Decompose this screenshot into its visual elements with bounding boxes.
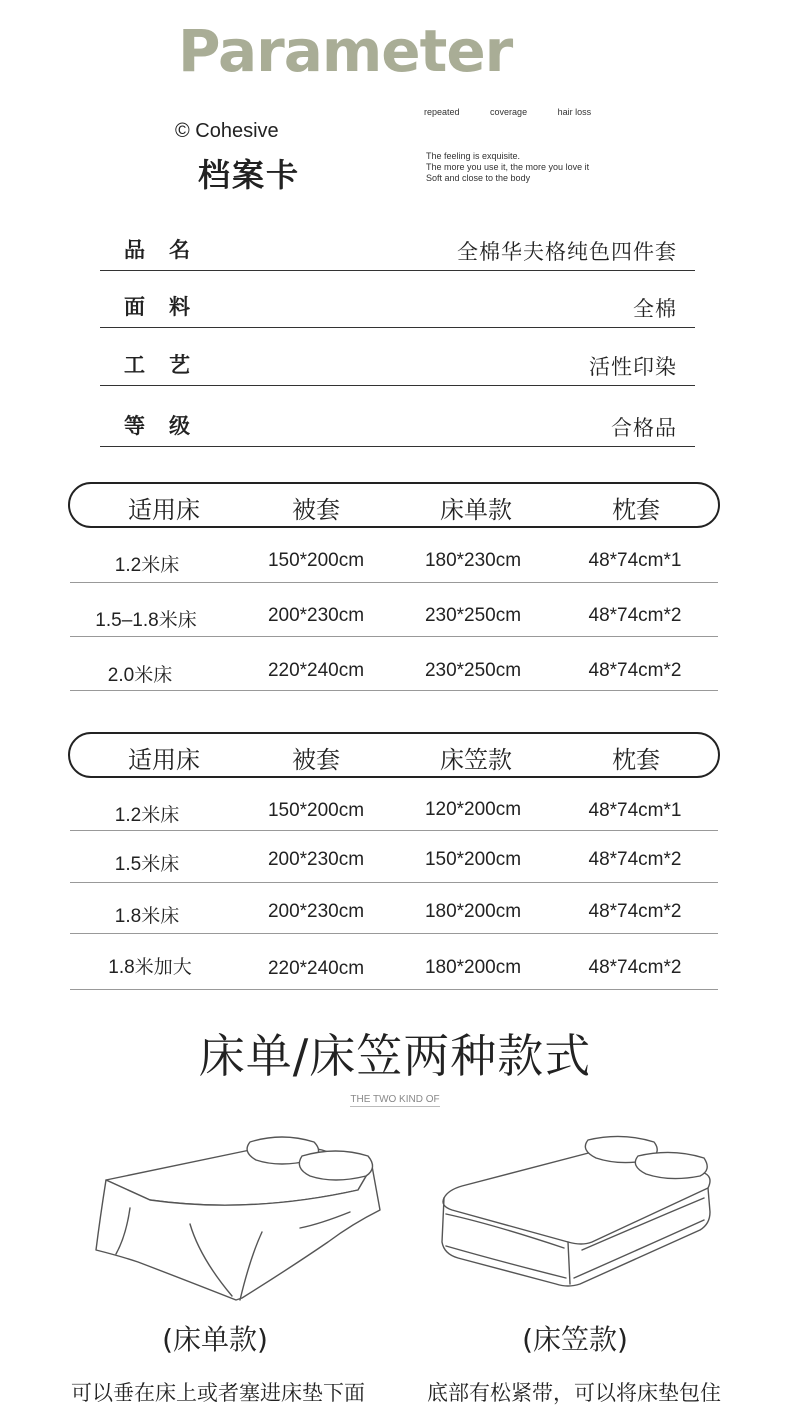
table-cell: 48*74cm*2: [588, 849, 682, 870]
styles-subtitle: [0, 1094, 790, 1105]
flat-sheet-description: 可以垂在床上或者塞进床垫下面: [71, 1381, 365, 1405]
spec-label: 工艺: [124, 353, 214, 377]
table-cell: 180*200cm: [424, 957, 522, 978]
spec-value: 全棉华夫格纯色四件套: [457, 240, 677, 264]
table-row: [70, 934, 718, 990]
table-cell: 150*200cm: [424, 849, 522, 870]
spec-row-fabric: [100, 275, 695, 328]
table-cell: 1.8米加大: [108, 957, 192, 978]
column-header: 被套: [292, 746, 340, 774]
tag-list: [424, 107, 619, 117]
column-header: 被套: [292, 496, 340, 524]
fitted-sheet-label: (床笠款): [522, 1323, 628, 1356]
table-cell: 230*250cm: [424, 660, 522, 681]
table-row: [70, 780, 718, 831]
table-row: [70, 530, 718, 583]
spec-value: 合格品: [611, 416, 677, 440]
table-cell: 48*74cm*2: [588, 901, 682, 922]
spec-value: 全棉: [633, 297, 677, 321]
fitted-sheet-illustration: [432, 1132, 722, 1292]
table-row: [70, 831, 718, 883]
table-cell: 200*230cm: [267, 901, 365, 922]
spec-label: 品名: [124, 238, 214, 262]
table-cell: 1.2米床: [114, 805, 180, 826]
table-cell: 1.2米床: [114, 555, 180, 576]
table-cell: 2.0米床: [107, 665, 173, 686]
styles-subtitle-text: THE TWO KIND OF: [350, 1094, 440, 1105]
table-cell: 48*74cm*1: [588, 550, 682, 571]
fitted-table-header: [68, 732, 720, 778]
table-cell: 120*200cm: [424, 799, 522, 820]
table-cell: 48*74cm*2: [588, 660, 682, 681]
spec-row-process: [100, 333, 695, 386]
tag-item: hair loss: [557, 107, 592, 117]
table-cell: 1.5米床: [114, 854, 180, 875]
table-cell: 180*230cm: [424, 550, 522, 571]
table-row: [70, 637, 718, 691]
spec-row-grade: [100, 394, 695, 447]
fitted-sheet-description: 底部有松紧带，可以将床垫包住: [427, 1381, 721, 1405]
brand-copyright: © Cohesive: [175, 120, 279, 142]
card-title: 档案卡: [198, 156, 301, 194]
tagline: [426, 151, 589, 184]
spec-row-name: [100, 218, 695, 271]
column-header: 床笠款: [440, 746, 512, 774]
table-cell: 200*230cm: [267, 605, 365, 626]
tag-item: coverage: [490, 107, 528, 117]
column-header: 适用床: [128, 496, 200, 524]
flat-sheet-label: (床单款): [162, 1323, 268, 1356]
table-cell: 48*74cm*1: [588, 800, 682, 821]
table-cell: 220*240cm: [267, 660, 365, 681]
styles-title: 床单/床笠两种款式: [198, 1029, 592, 1083]
table-cell: 180*200cm: [424, 901, 522, 922]
column-header: 枕套: [612, 746, 660, 774]
column-header: 适用床: [128, 746, 200, 774]
brand-title: Parameter: [178, 17, 513, 85]
column-header: 床单款: [440, 496, 512, 524]
table-cell: 48*74cm*2: [588, 605, 682, 626]
column-header: 枕套: [612, 496, 660, 524]
tagline-line: The feeling is exquisite.: [426, 151, 521, 161]
table-row: [70, 583, 718, 637]
table-cell: 48*74cm*2: [588, 957, 682, 978]
table-cell: 150*200cm: [267, 800, 365, 821]
spec-label: 面料: [124, 295, 214, 319]
table-cell: 200*230cm: [267, 849, 365, 870]
table-cell: 230*250cm: [424, 605, 522, 626]
table-cell: 220*240cm: [267, 958, 365, 979]
spec-label: 等级: [124, 414, 214, 438]
spec-value: 活性印染: [589, 355, 677, 379]
flat-sheet-illustration: [90, 1128, 390, 1308]
table-row: [70, 883, 718, 934]
table-cell: 150*200cm: [267, 550, 365, 571]
tagline-line: The more you use it, the more you love it: [426, 162, 590, 172]
tagline-line: Soft and close to the body: [426, 173, 531, 183]
table-cell: 1.5–1.8米床: [95, 610, 197, 631]
tag-item: repeated: [424, 107, 460, 117]
flat-table-header: [68, 482, 720, 528]
table-cell: 1.8米床: [114, 906, 180, 927]
